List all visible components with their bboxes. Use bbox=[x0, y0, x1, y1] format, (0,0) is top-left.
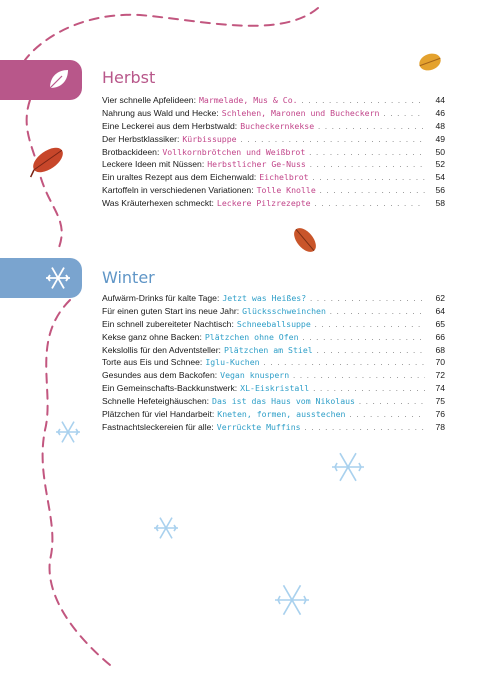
toc-entry-page: 46 bbox=[435, 107, 445, 118]
toc-entry-recipe: Jetzt was Heißes? bbox=[222, 293, 307, 303]
toc-list-herbst bbox=[102, 95, 445, 211]
dot-leader bbox=[317, 348, 425, 355]
toc-entry-page: 48 bbox=[435, 120, 445, 131]
dashed-trail-3 bbox=[43, 300, 110, 665]
dot-leader bbox=[349, 412, 425, 419]
toc-entry-page: 44 bbox=[435, 95, 445, 105]
snowflake-icon bbox=[332, 453, 364, 481]
section-heading-winter: Winter bbox=[102, 268, 155, 287]
winter-tab bbox=[0, 258, 82, 298]
toc-entry-page: 72 bbox=[435, 370, 445, 381]
toc-entry-page: 56 bbox=[435, 185, 445, 196]
toc-entry-recipe: Eichelbrot bbox=[259, 172, 309, 183]
leaf-icon bbox=[44, 66, 72, 94]
toc-entry bbox=[102, 370, 445, 383]
toc-entry-label: Schnelle Hefeteighäuschen: bbox=[102, 396, 210, 407]
toc-entry-recipe: Herbstlicher Ge-Nuss bbox=[207, 159, 306, 170]
autumn-leaf-icon bbox=[290, 224, 320, 256]
dot-leader bbox=[293, 373, 425, 380]
toc-entry-recipe: Bucheckernkekse bbox=[240, 120, 315, 131]
dot-leader bbox=[313, 175, 425, 182]
toc-entry-recipe: Leckere Pilzrezepte bbox=[216, 198, 311, 209]
toc-entry bbox=[102, 396, 445, 409]
dot-leader bbox=[310, 296, 425, 303]
dot-leader bbox=[303, 335, 425, 342]
toc-entry-recipe: Schneeballsuppe bbox=[236, 318, 311, 329]
toc-entry-label: Kekse ganz ohne Backen: bbox=[102, 331, 202, 342]
toc-entry-page: 68 bbox=[435, 344, 445, 355]
toc-entry-label: Plätzchen für viel Handarbeit: bbox=[102, 409, 215, 420]
toc-entry-recipe: XL-Eiskristall bbox=[240, 383, 310, 394]
snowflake-icon bbox=[56, 422, 80, 443]
toc-entry-label: Nahrung aus Wald und Hecke: bbox=[102, 107, 219, 118]
toc-entry bbox=[102, 409, 445, 422]
toc-entry-page: 70 bbox=[435, 357, 445, 368]
toc-entry bbox=[102, 422, 445, 435]
dot-leader bbox=[313, 386, 425, 393]
toc-entry-label: Torte aus Eis und Schnee: bbox=[102, 357, 203, 368]
toc-entry-recipe: Plätzchen ohne Ofen bbox=[204, 331, 299, 342]
dot-leader bbox=[315, 201, 425, 208]
toc-entry-recipe: Vegan knuspern bbox=[220, 370, 290, 381]
snowflake-icon bbox=[275, 585, 309, 614]
toc-entry-recipe: Marmelade, Mus & Co. bbox=[198, 95, 298, 105]
dot-leader bbox=[315, 322, 425, 329]
toc-list-winter bbox=[102, 293, 445, 435]
toc-entry-label: Für einen guten Start ins neue Jahr: bbox=[102, 305, 240, 316]
toc-entry-label: Aufwärm-Drinks für kalte Tage: bbox=[102, 293, 220, 303]
toc-entry-page: 65 bbox=[435, 318, 445, 329]
dot-leader bbox=[359, 399, 425, 406]
toc-entry-recipe: Das ist das Haus vom Nikolaus bbox=[212, 396, 355, 407]
toc-entry-recipe: Vollkornbrötchen und Weißbrot bbox=[162, 146, 306, 157]
toc-entry-label: Vier schnelle Apfelideen: bbox=[102, 95, 196, 105]
toc-entry-label: Fastnachtsleckereien für alle: bbox=[102, 421, 214, 432]
toc-entry-label: Was Kräuterhexen schmeckt: bbox=[102, 198, 214, 209]
toc-entry-recipe: Glücksschweinchen bbox=[242, 305, 326, 316]
toc-entry bbox=[102, 134, 445, 147]
toc-entry-page: 75 bbox=[435, 396, 445, 407]
toc-entry-recipe: Kneten, formen, ausstechen bbox=[217, 409, 346, 420]
toc-entry-label: Ein Gemeinschafts-Backkunstwerk: bbox=[102, 383, 238, 394]
toc-entry bbox=[102, 147, 445, 160]
toc-entry-label: Ein schnell zubereiteter Nachtisch: bbox=[102, 318, 234, 329]
toc-entry bbox=[102, 172, 445, 185]
toc-entry-recipe: Plätzchen am Stiel bbox=[223, 344, 313, 355]
toc-entry-label: Gesundes aus dem Backofen: bbox=[102, 370, 218, 381]
dot-leader bbox=[330, 309, 425, 316]
toc-entry-label: Kekslollis für den Adventsteller: bbox=[102, 344, 221, 355]
autumn-leaf-icon bbox=[23, 143, 67, 181]
toc-entry-recipe: Iglu-Kuchen bbox=[205, 357, 260, 368]
dot-leader bbox=[310, 162, 425, 169]
toc-entry-page: 78 bbox=[435, 421, 445, 432]
dot-leader bbox=[302, 98, 425, 105]
toc-entry-page: 74 bbox=[435, 383, 445, 394]
toc-entry-label: Leckere Ideen mit Nüssen: bbox=[102, 159, 205, 170]
toc-entry bbox=[102, 159, 445, 172]
toc-entry bbox=[102, 198, 445, 211]
dot-leader bbox=[320, 188, 425, 195]
autumn-leaf-icon bbox=[417, 51, 443, 74]
toc-entry bbox=[102, 108, 445, 121]
toc-entry-label: Brotbackideen: bbox=[102, 146, 160, 157]
dot-leader bbox=[318, 124, 425, 131]
snowflake-icon bbox=[44, 264, 72, 292]
toc-entry bbox=[102, 306, 445, 319]
toc-entry bbox=[102, 357, 445, 370]
dot-leader bbox=[383, 111, 425, 118]
dot-leader bbox=[309, 150, 425, 157]
toc-entry-label: Der Herbstklassiker: bbox=[102, 133, 180, 144]
toc-entry-label: Kartoffeln in verschiedenen Variationen: bbox=[102, 185, 254, 196]
toc-entry-page: 76 bbox=[435, 409, 445, 420]
toc-entry bbox=[102, 332, 445, 345]
toc-entry bbox=[102, 319, 445, 332]
toc-entry bbox=[102, 345, 445, 358]
toc-entry-page: 64 bbox=[435, 305, 445, 316]
toc-entry-recipe: Tolle Knolle bbox=[256, 185, 316, 196]
toc-entry-recipe: Schlehen, Maronen und Bucheckern bbox=[221, 107, 380, 118]
toc-entry bbox=[102, 383, 445, 396]
toc-entry bbox=[102, 95, 445, 108]
snowflake-icon bbox=[154, 518, 178, 539]
toc-entry-page: 62 bbox=[435, 293, 445, 303]
toc-entry-page: 50 bbox=[435, 146, 445, 157]
toc-entry-label: Eine Leckerei aus dem Herbstwald: bbox=[102, 120, 238, 131]
toc-entry-label: Ein uraltes Rezept aus dem Eichenwald: bbox=[102, 172, 257, 183]
dot-leader bbox=[264, 360, 425, 367]
toc-entry-recipe: Kürbissuppe bbox=[182, 133, 237, 144]
toc-entry bbox=[102, 185, 445, 198]
toc-entry-page: 49 bbox=[435, 133, 445, 144]
toc-entry-recipe: Verrückte Muffins bbox=[216, 421, 301, 432]
herbst-tab bbox=[0, 60, 82, 100]
toc-entry-page: 52 bbox=[435, 159, 445, 170]
dot-leader bbox=[241, 137, 425, 144]
toc-entry-page: 54 bbox=[435, 172, 445, 183]
dot-leader bbox=[305, 425, 425, 432]
dashed-trail bbox=[25, 8, 318, 60]
toc-entry-page: 66 bbox=[435, 331, 445, 342]
toc-entry bbox=[102, 293, 445, 306]
toc-entry-page: 58 bbox=[435, 198, 445, 209]
section-heading-herbst: Herbst bbox=[102, 68, 156, 87]
toc-entry bbox=[102, 121, 445, 134]
